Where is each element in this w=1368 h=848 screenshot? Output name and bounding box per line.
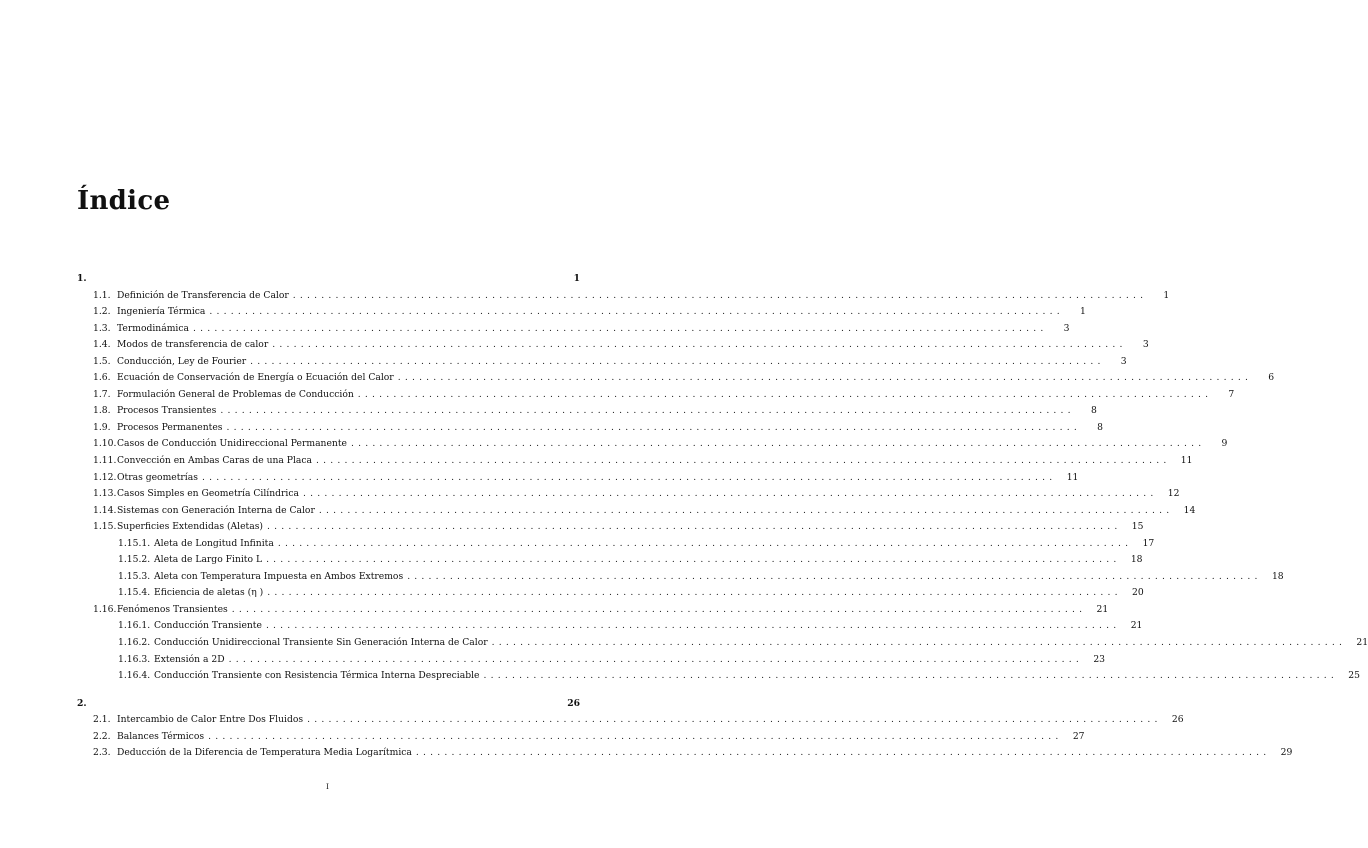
- toc-number: 1.8.: [93, 405, 111, 417]
- toc-number: 1.3.: [93, 322, 111, 334]
- toc-page-number: 23: [1093, 653, 1106, 665]
- toc-number: 1.16.1.: [118, 620, 151, 632]
- toc-label: Aleta de Largo Finito L: [154, 554, 263, 566]
- toc-leader: ........................................................................................................................: [350, 438, 1206, 450]
- toc-entry[interactable]: [77, 453, 1193, 470]
- toc-page-number: 9: [1221, 438, 1228, 450]
- toc-entry[interactable]: [77, 420, 1103, 437]
- toc-subentry[interactable]: [77, 635, 1368, 652]
- toc-number: 1.15.: [93, 521, 117, 533]
- toc-page-number: 18: [1271, 570, 1284, 582]
- toc-label: Definición de Transferencia de Calor: [117, 289, 289, 301]
- toc-number: 1.14.: [93, 504, 117, 516]
- toc-page-number: 1: [573, 273, 580, 284]
- toc-leader: ........................................................................................................................: [491, 637, 1347, 649]
- toc-number: 1.15.3.: [118, 570, 151, 582]
- toc-label: Sistemas con Generación Interna de Calor: [117, 504, 315, 516]
- toc-number: 1.5.: [93, 355, 111, 367]
- toc-number: 1.16.2.: [118, 637, 151, 649]
- toc-label: Convección en Ambas Caras de una Placa: [117, 455, 313, 467]
- toc-number: 1.6.: [93, 372, 111, 384]
- toc-subentry[interactable]: [77, 536, 1155, 553]
- toc-page-number: 7: [1228, 388, 1235, 400]
- toc-page-number: 21: [1130, 620, 1143, 632]
- toc-subentry[interactable]: [77, 585, 1144, 602]
- toc-leader: ........................................................................................................................: [267, 521, 1122, 533]
- toc-leader: ........................................................................................................................: [318, 504, 1174, 516]
- toc-page-number: 8: [1090, 405, 1097, 417]
- toc-label: Casos Simples en Geometría Cilíndrica: [117, 488, 299, 500]
- toc-page-number: 18: [1130, 554, 1143, 566]
- toc-subentry[interactable]: [77, 569, 1284, 586]
- toc-number: 2.3.: [93, 747, 111, 759]
- toc-label: Procesos Transientes: [117, 405, 217, 417]
- toc-leader: ........................................................................................................................: [250, 355, 1105, 367]
- toc-leader: ........................................................................................................................: [316, 455, 1171, 467]
- toc-entry[interactable]: [77, 470, 1079, 487]
- toc-entry[interactable]: [77, 436, 1228, 453]
- toc-number: 2.2.: [93, 730, 111, 742]
- toc-label: Conducción Transiente con Resistencia Térmica Interna Despreciable: [154, 670, 480, 682]
- toc-page-number: 26: [1171, 714, 1184, 726]
- toc-label: Intercambio de Calor Entre Dos Fluidos: [117, 714, 304, 726]
- toc-entry[interactable]: [77, 370, 1275, 387]
- toc-page-number: 3: [1142, 339, 1149, 351]
- toc-leader: ........................................................................................................................: [201, 471, 1057, 483]
- page-footer-number: I: [326, 782, 329, 791]
- toc-page-number: 27: [1072, 730, 1085, 742]
- toc-entry[interactable]: [77, 729, 1085, 746]
- toc-number: 1.: [77, 273, 87, 284]
- toc-page-number: 21: [1356, 637, 1368, 649]
- toc-label: Conducción Unidireccional Transiente Sin Generación Interna de Calor: [154, 637, 488, 649]
- toc-entry[interactable]: [77, 304, 1086, 321]
- toc-leader: ........................................................................................................................: [397, 372, 1253, 384]
- toc-page-number: 21: [1096, 603, 1109, 615]
- toc-label: Balances Térmicos: [117, 730, 205, 742]
- toc-page-number: 14: [1183, 504, 1196, 516]
- toc-label: Superficies Extendidas (Aletas): [117, 521, 264, 533]
- toc-entry[interactable]: [77, 337, 1149, 354]
- toc-entry[interactable]: [77, 712, 1184, 729]
- toc-leader: ........................................................................................................................: [209, 306, 1064, 318]
- toc-page-number: 17: [1142, 537, 1155, 549]
- toc-label: Formulación General de Problemas de Conducción: [117, 388, 354, 400]
- page-title: Índice: [77, 186, 171, 216]
- toc-entry[interactable]: [77, 519, 1144, 536]
- toc-leader: ........................................................................................................................: [307, 714, 1162, 726]
- toc-page-number: 6: [1268, 372, 1275, 384]
- toc-entry[interactable]: [77, 354, 1127, 371]
- toc-page-number: 8: [1097, 421, 1103, 433]
- toc-number: 1.15.4.: [118, 587, 151, 599]
- toc-number: 1.16.4.: [118, 670, 151, 682]
- toc-leader: ........................................................................................................................: [208, 730, 1063, 742]
- toc-leader: ........................................................................................................................: [228, 653, 1084, 665]
- toc-label: Casos de Conducción Unidireccional Permanente: [117, 438, 347, 450]
- toc-number: 2.: [77, 697, 87, 709]
- toc-label: Eficiencia de aletas (η ): [154, 587, 264, 599]
- toc-page-number: 29: [1280, 747, 1293, 759]
- toc-label: Deducción de la Diferencia de Temperatura Media Logarítmica: [117, 747, 412, 759]
- toc-chapter[interactable]: [77, 696, 580, 713]
- toc-leader: ........................................................................................................................: [483, 670, 1338, 682]
- toc-entry[interactable]: [77, 403, 1097, 420]
- toc-leader: ........................................................................................................................: [415, 747, 1271, 759]
- toc-entry[interactable]: [77, 745, 1293, 762]
- toc-leader: ........................................................................................................................: [226, 421, 1081, 433]
- toc-leader: ........................................................................................................................: [357, 388, 1213, 400]
- toc-chapter[interactable]: [77, 271, 580, 288]
- toc-label: Conducción, Ley de Fourier: [117, 355, 247, 367]
- toc-leader: ........................................................................................................................: [220, 405, 1075, 417]
- toc-number: 1.16.: [93, 603, 117, 615]
- toc-label: Aleta con Temperatura Impuesta en Ambos Extremos: [154, 570, 404, 582]
- toc-page-number: 1: [1080, 306, 1086, 318]
- toc-page-number: 11: [1180, 455, 1193, 467]
- toc-entry[interactable]: [77, 486, 1180, 503]
- toc-leader: ........................................................................................................................: [292, 289, 1148, 301]
- toc-number: 1.9.: [93, 421, 111, 433]
- toc-subentry[interactable]: [77, 618, 1143, 635]
- toc-number: 1.16.3.: [118, 653, 151, 665]
- toc-entry[interactable]: [77, 321, 1070, 338]
- toc-entry[interactable]: [77, 602, 1109, 619]
- toc-page-number: 3: [1120, 355, 1127, 367]
- toc-label: Conducción Transiente: [154, 620, 262, 632]
- toc-leader: ........................................................................................................................: [231, 603, 1087, 615]
- toc-number: 1.11.: [93, 455, 117, 467]
- toc-subentry[interactable]: [77, 552, 1143, 569]
- toc-subentry[interactable]: [77, 652, 1106, 669]
- toc-entry[interactable]: [77, 387, 1235, 404]
- toc-number: 1.15.1.: [118, 537, 151, 549]
- toc-number: 1.4.: [93, 339, 111, 351]
- toc-number: 1.7.: [93, 388, 111, 400]
- toc-page-number: 20: [1132, 587, 1144, 599]
- toc-leader: ........................................................................................................................: [302, 488, 1158, 500]
- toc-leader: ........................................................................................................................: [267, 587, 1122, 599]
- toc-label: Ingeniería Térmica: [117, 306, 206, 318]
- toc-leader: ........................................................................................................................: [272, 339, 1127, 351]
- toc-page-number: 3: [1063, 322, 1070, 334]
- toc-number: 2.1.: [93, 714, 111, 726]
- toc-label: Modos de transferencia de calor: [117, 339, 269, 351]
- toc-leader: ........................................................................................................................: [407, 570, 1262, 582]
- toc-label: Procesos Permanentes: [117, 421, 223, 433]
- toc-entry[interactable]: [77, 288, 1170, 305]
- toc-number: 1.1.: [93, 289, 111, 301]
- toc-page-number: 11: [1066, 471, 1079, 483]
- toc-number: 1.15.2.: [118, 554, 151, 566]
- toc-label: Termodinámica: [117, 322, 189, 334]
- toc-number: 1.12.: [93, 471, 117, 483]
- toc-page-number: 12: [1167, 488, 1180, 500]
- table-of-contents: [77, 271, 1368, 762]
- toc-subentry[interactable]: [77, 668, 1360, 685]
- toc-page-number: 26: [567, 697, 580, 709]
- toc-leader: ........................................................................................................................: [265, 620, 1121, 632]
- toc-number: 1.2.: [93, 306, 111, 318]
- toc-page-number: 1: [1163, 289, 1170, 301]
- toc-label: Fenómenos Transientes: [117, 603, 228, 615]
- toc-leader: ........................................................................................................................: [266, 554, 1121, 566]
- toc-number: 1.13.: [93, 488, 117, 500]
- toc-leader: ........................................................................................................................: [192, 322, 1048, 334]
- toc-number: 1.10.: [93, 438, 117, 450]
- toc-leader: ........................................................................................................................: [277, 537, 1133, 549]
- toc-label: Aleta de Longitud Infinita: [154, 537, 274, 549]
- toc-page-number: 15: [1131, 521, 1144, 533]
- toc-label: Ecuación de Conservación de Energía o Ecuación del Calor: [117, 372, 394, 384]
- toc-label: Otras geometrías: [117, 471, 198, 483]
- toc-page-number: 25: [1348, 670, 1360, 682]
- toc-entry[interactable]: [77, 503, 1196, 520]
- toc-label: Extensión a 2D: [154, 653, 225, 665]
